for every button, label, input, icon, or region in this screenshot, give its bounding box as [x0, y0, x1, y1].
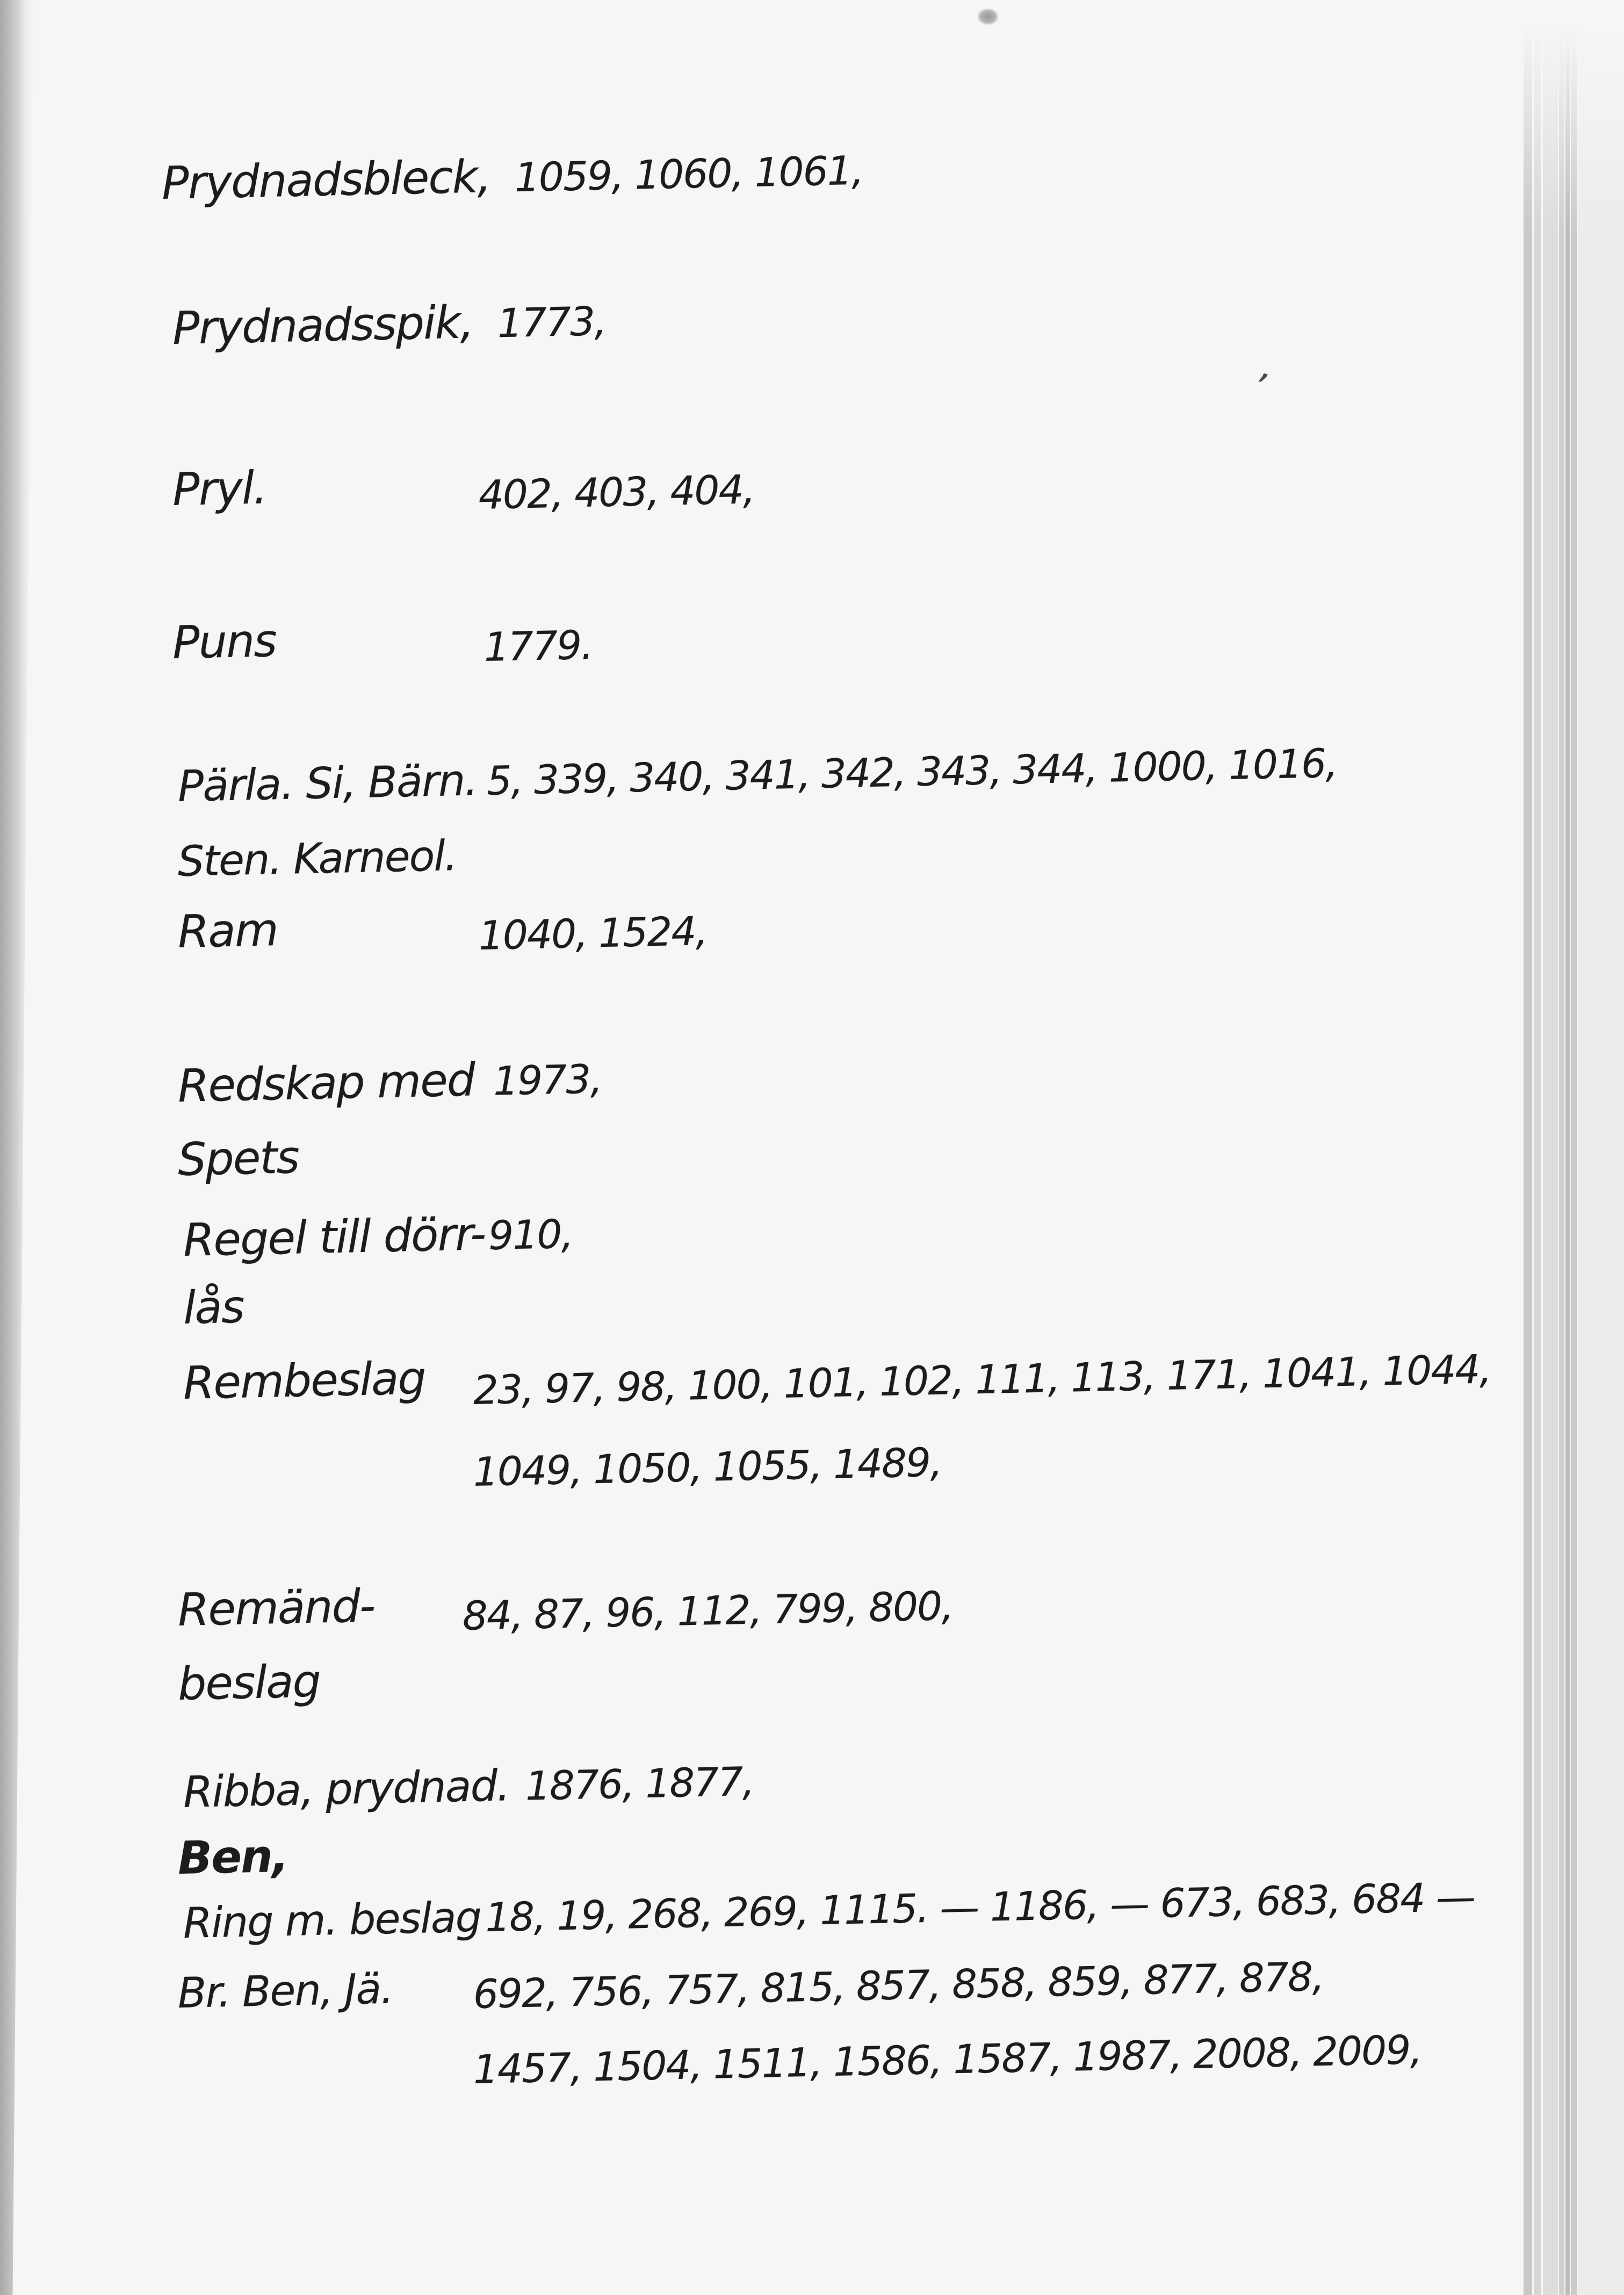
- page-edge-stripe: [1524, 0, 1532, 2295]
- entry-term: Redskap med: [177, 1053, 475, 1112]
- ink-smudge: [978, 9, 998, 25]
- entry-term: Regel till dörr-: [182, 1207, 486, 1267]
- entry-numbers: 1973,: [493, 1056, 602, 1105]
- entry-prydnadsbleck: [161, 144, 863, 208]
- entry-numbers: 1773,: [496, 298, 607, 347]
- entry-numbers: 1059, 1060, 1061,: [514, 147, 864, 202]
- entry-term: Prydnadsspik,: [171, 296, 474, 355]
- entry-redskap: [177, 1052, 602, 1111]
- entry-term: Ribba, prydnad.: [182, 1760, 510, 1817]
- entry-parla-term2: Sten. Karneol.: [177, 832, 457, 886]
- page-edge-stripe: [1559, 0, 1564, 2295]
- entry-redskap-term2: Spets: [177, 1131, 299, 1186]
- entry-numbers: 1876, 1877,: [524, 1758, 754, 1810]
- entry-prydnadsspik: [172, 294, 606, 353]
- entry-remand-numbers: 84, 87, 96, 112, 799, 800,: [461, 1582, 954, 1639]
- entry-term: Ring m. beslag: [182, 1893, 481, 1948]
- book-spine-shadow: [0, 0, 33, 2295]
- entry-numbers: 910,: [488, 1211, 573, 1260]
- entry-puns-numbers: 1779.: [483, 622, 593, 671]
- entry-pryl-term: Pryl.: [171, 461, 267, 516]
- entry-regel-term2: lås: [182, 1280, 244, 1334]
- entry-numbers: 18, 19, 268, 269, 1115. — 1186, — 673, 683, 684 —: [485, 1874, 1475, 1941]
- entry-ring-numbers3: 1457, 1504, 1511, 1586, 1587, 1987, 2008, 2009,: [472, 2027, 1422, 2093]
- entry-pryl-numbers: 402, 403, 404,: [478, 466, 755, 519]
- page-edge-stripe: [1543, 0, 1558, 2295]
- entry-ram-numbers: 1040, 1524,: [478, 908, 708, 959]
- entry-rembeslag-numbers: 23, 97, 98, 100, 101, 102, 111, 113, 171, 1041, 1044,: [472, 1346, 1491, 1414]
- entry-ram-term: Ram: [177, 903, 278, 958]
- page-edge-margin: [1578, 0, 1624, 2295]
- entry-puns-term: Puns: [171, 614, 277, 669]
- entry-ring: [183, 1874, 1475, 1947]
- entry-remand-term: Remänd-: [177, 1579, 376, 1636]
- entry-term: Prydnadsbleck,: [161, 150, 491, 210]
- page-edge-stripe: [1565, 0, 1570, 2295]
- entry-ribba: [183, 1757, 754, 1816]
- entry-remand-term2: beslag: [177, 1654, 321, 1710]
- page-edge-stripe: [1534, 0, 1541, 2295]
- stray-comma-mark: ,: [1257, 343, 1280, 389]
- entry-parla: [177, 739, 1338, 810]
- entry-ribba-term2: Ben,: [177, 1829, 288, 1884]
- page-edge-stripe: [1571, 0, 1577, 2295]
- entry-ring-term2: Br. Ben, Jä.: [177, 1965, 393, 2018]
- entry-rembeslag-numbers2: 1049, 1050, 1055, 1489,: [472, 1439, 942, 1495]
- entry-term: Pärla. Si, Bärn.: [177, 755, 478, 811]
- entry-ring-numbers2: 692, 756, 757, 815, 857, 858, 859, 877, 878,: [472, 1953, 1324, 2018]
- entry-regel: [183, 1207, 573, 1265]
- entry-rembeslag-term: Rembeslag: [182, 1351, 426, 1409]
- entry-numbers: 5, 339, 340, 341, 342, 343, 344, 1000, 1016,: [486, 740, 1338, 804]
